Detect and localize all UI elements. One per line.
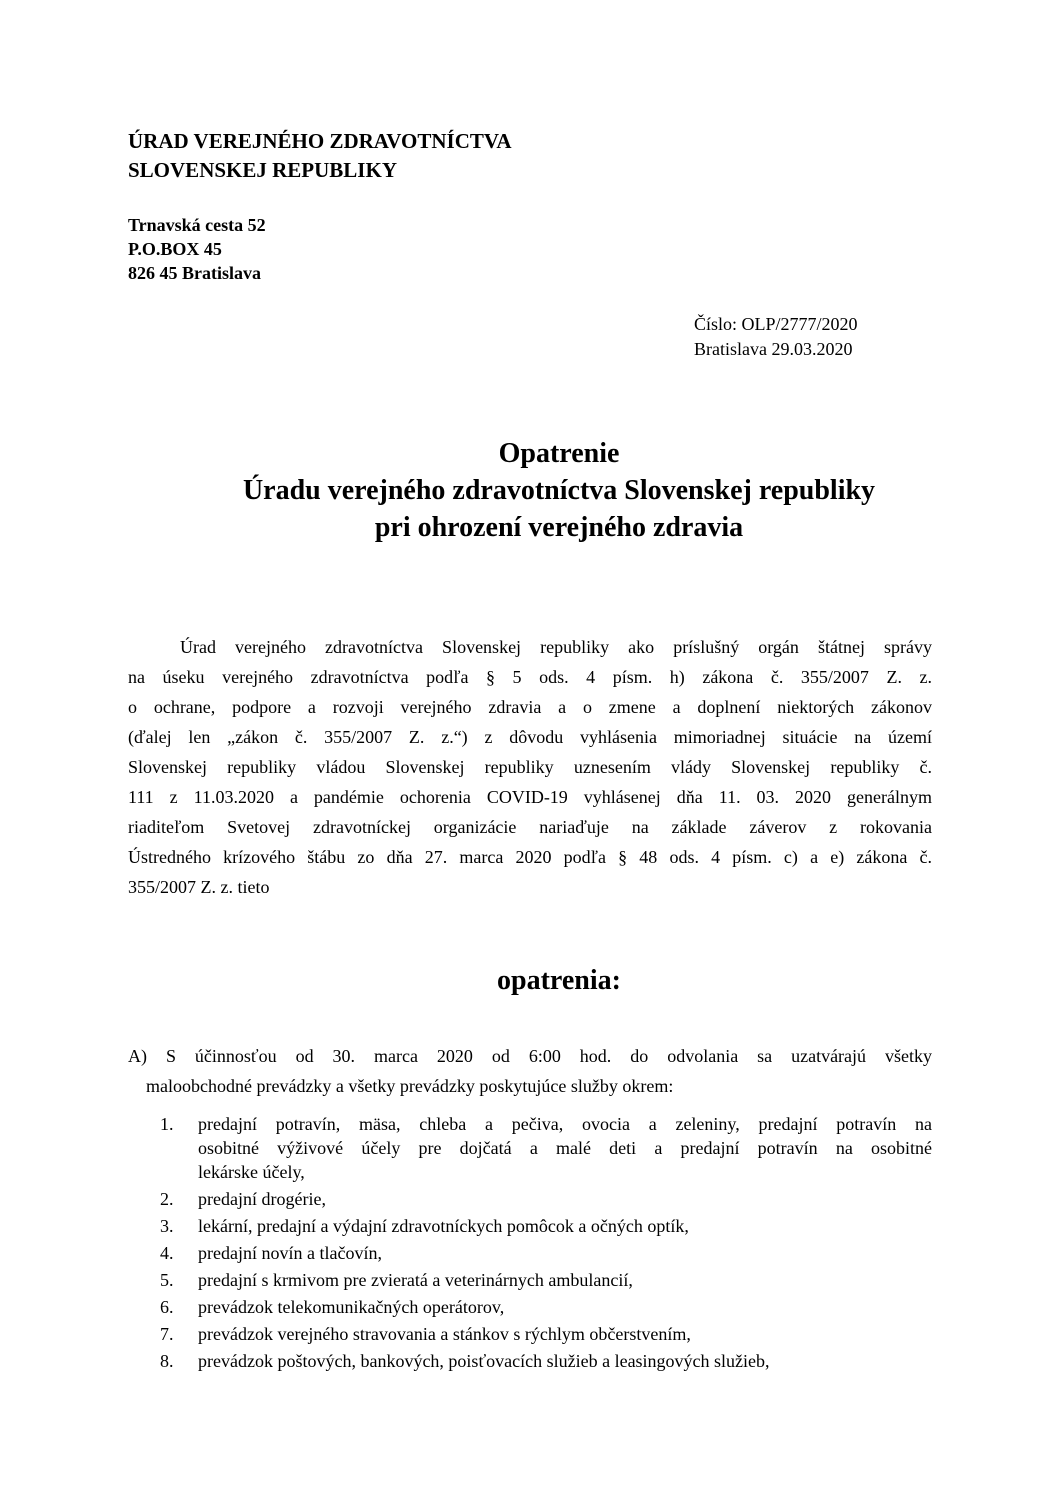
list-item bbox=[160, 1241, 932, 1265]
list-item-number: 7. bbox=[160, 1324, 174, 1344]
intro-line: 111 z 11.03.2020 a pandémie ochorenia COVID-19 vyhlásenej dňa 11. 03. 2020 generálnym bbox=[128, 787, 932, 807]
list-item-number: 1. bbox=[160, 1114, 174, 1134]
intro-line: Ústredného krízového štábu zo dňa 27. marca 2020 podľa § 48 ods. 4 písm. c) a e) zákona č. bbox=[128, 847, 932, 867]
list-item-text: prevádzok telekomunikačných operátorov, bbox=[198, 1297, 505, 1317]
list-item-number: 2. bbox=[160, 1189, 174, 1209]
organization-name-line-1: ÚRAD VEREJNÉHO ZDRAVOTNÍCTVA bbox=[128, 129, 512, 153]
document-title bbox=[0, 435, 1058, 546]
section-heading: opatrenia: bbox=[497, 965, 621, 996]
list-item bbox=[160, 1322, 932, 1346]
document-reference bbox=[694, 312, 858, 362]
title-line-1: Opatrenie bbox=[498, 438, 620, 469]
address-city: 826 45 Bratislava bbox=[128, 263, 261, 283]
address-street: Trnavská cesta 52 bbox=[128, 215, 266, 235]
list-item-number: 8. bbox=[160, 1351, 174, 1371]
organization-address bbox=[128, 213, 266, 285]
organization-name-line-2: SLOVENSKEJ REPUBLIKY bbox=[128, 158, 397, 182]
section-a-line-2: maloobchodné prevádzky a všetky prevádzky poskytujúce služby okrem: bbox=[146, 1076, 674, 1096]
title-line-3: pri ohrození verejného zdravia bbox=[374, 512, 744, 543]
list-item-text: predajní drogérie, bbox=[198, 1189, 326, 1209]
intro-line: o ochrane, podpore a rozvoji verejného zdravia a o zmene a doplnení niektorých zákonov bbox=[128, 697, 932, 717]
list-item-line: predajní potravín, mäsa, chleba a pečiva, ovocia a zeleniny, predajní potravín na bbox=[198, 1114, 932, 1134]
list-item bbox=[160, 1187, 932, 1211]
list-item-number: 3. bbox=[160, 1216, 174, 1236]
intro-line: (ďalej len „zákon č. 355/2007 Z. z.“) z dôvodu vyhlásenia mimoriadnej situácie na území bbox=[128, 727, 932, 747]
section-a-line-1: A) S účinnosťou od 30. marca 2020 od 6:00 hod. do odvolania sa uzatvárajú všetky bbox=[128, 1046, 932, 1066]
address-pobox: P.O.BOX 45 bbox=[128, 239, 222, 259]
list-item bbox=[160, 1112, 932, 1184]
exceptions-list bbox=[160, 1112, 932, 1376]
reference-number: Číslo: OLP/2777/2020 bbox=[694, 314, 858, 334]
intro-line: 355/2007 Z. z. tieto bbox=[128, 877, 270, 897]
list-item-text: lekární, predajní a výdajní zdravotníckych pomôcok a očných optík, bbox=[198, 1216, 689, 1236]
section-a-paragraph bbox=[128, 1041, 932, 1101]
list-item-line: osobitné výživové účely pre dojčatá a malé deti a predajní potravín na osobitné bbox=[198, 1138, 932, 1158]
list-item-number: 5. bbox=[160, 1270, 174, 1290]
list-item-text: predajní novín a tlačovín, bbox=[198, 1243, 382, 1263]
list-item bbox=[160, 1268, 932, 1292]
intro-line: na úseku verejného zdravotníctva podľa § 5 ods. 4 písm. h) zákona č. 355/2007 Z. z. bbox=[128, 667, 932, 687]
list-item-text bbox=[198, 1112, 932, 1184]
list-item-text: prevádzok verejného stravovania a stánkov s rýchlym občerstvením, bbox=[198, 1324, 691, 1344]
reference-place-date: Bratislava 29.03.2020 bbox=[694, 339, 853, 359]
intro-line: riaditeľom Svetovej zdravotníckej organizácie nariaďuje na základe záverov z rokovania bbox=[128, 817, 932, 837]
list-item-number: 6. bbox=[160, 1297, 174, 1317]
list-item-text: predajní s krmivom pre zvieratá a veterinárnych ambulancií, bbox=[198, 1270, 633, 1290]
list-item bbox=[160, 1349, 932, 1373]
list-item bbox=[160, 1295, 932, 1319]
list-item-number: 4. bbox=[160, 1243, 174, 1263]
list-item-text: prevádzok poštových, bankových, poisťovacích služieb a leasingových služieb, bbox=[198, 1351, 770, 1371]
intro-line: Úrad verejného zdravotníctva Slovenskej republiky ako príslušný orgán štátnej správy bbox=[180, 637, 932, 657]
list-item-line: lekárske účely, bbox=[198, 1162, 305, 1182]
intro-line: Slovenskej republiky vládou Slovenskej republiky uznesením vlády Slovenskej republiky č. bbox=[128, 757, 932, 777]
list-item bbox=[160, 1214, 932, 1238]
intro-paragraph bbox=[128, 632, 932, 902]
organization-name bbox=[128, 127, 512, 185]
title-line-2: Úradu verejného zdravotníctva Slovenskej republiky bbox=[242, 475, 876, 506]
